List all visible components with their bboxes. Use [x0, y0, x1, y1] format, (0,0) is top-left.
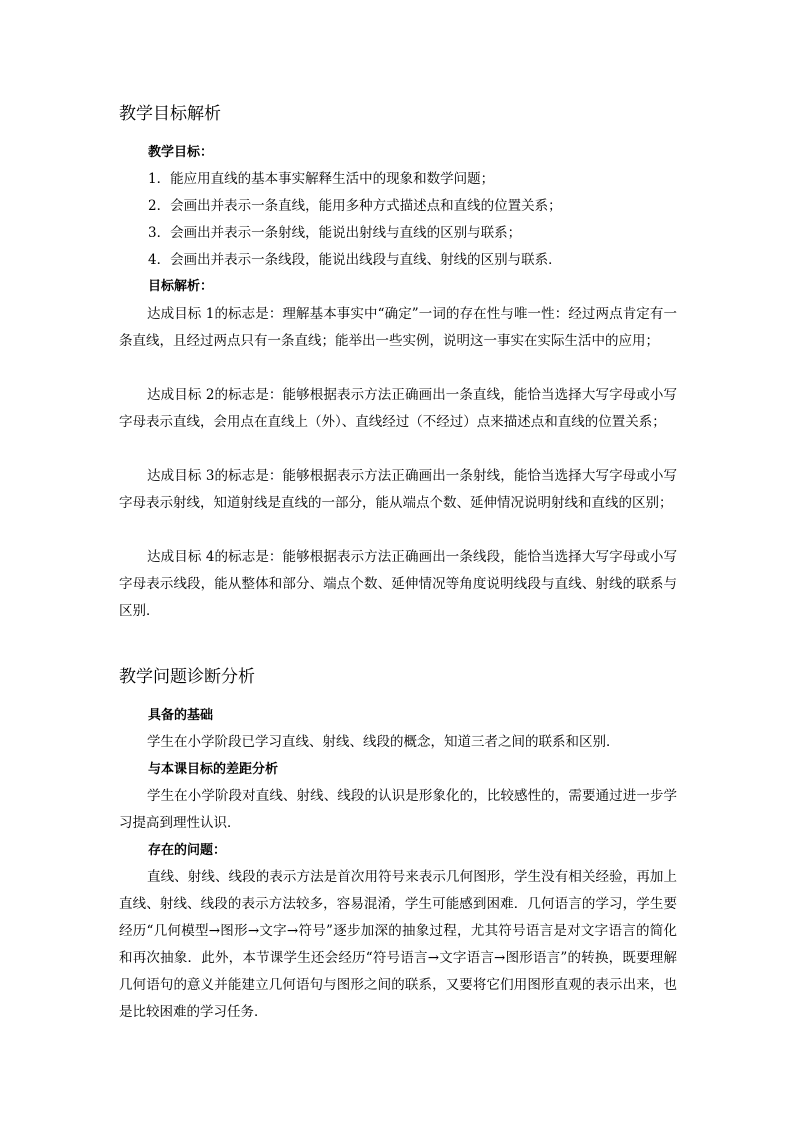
analysis-paragraph-3: 达成目标 3的标志是：能够根据表示方法正确画出一条射线，能恰当选择大写字母或小写字母表示射线，知道射线是直线的一部分，能从端点个数、延伸情况说明射线和直线的区别； — [119, 468, 677, 511]
basis-paragraph: 学生在小学阶段已学习直线、射线、线段的概念，知道三者之间的联系和区别． — [147, 734, 620, 750]
analysis-paragraph-2: 达成目标 2的标志是：能够根据表示方法正确画出一条直线，能恰当选择大写字母或小写字母表示直线，会用点在直线上（外）、直线经过（不经过）点来描述点和直线的位置关系； — [119, 387, 677, 430]
gap-label: 与本课目标的差距分析 — [148, 762, 279, 777]
goal-item-2: 2．会画出并表示一条直线，能用多种方式描述点和直线的位置关系； — [148, 198, 562, 214]
goal-item-1: 1．能应用直线的基本事实解释生活中的现象和数学问题； — [148, 171, 495, 187]
goals-label: 教学目标： — [148, 145, 214, 160]
problems-label: 存在的问题： — [148, 843, 227, 858]
goal-item-4: 4．会画出并表示一条线段，能说出线段与直线、射线的区别与联系． — [148, 252, 562, 268]
goal-item-3: 3．会画出并表示一条射线，能说出射线与直线的区别与联系； — [148, 225, 522, 241]
analysis-paragraph-1: 达成目标 1的标志是：理解基本事实中“确定”一词的存在性与唯一性：经过两点肯定有一条直线，且经过两点只有一条直线；能举出一些实例，说明这一事实在实际生活中的应用； — [119, 306, 677, 349]
analysis-paragraph-4: 达成目标 4的标志是：能够根据表示方法正确画出一条线段，能恰当选择大写字母或小写字母表示线段，能从整体和部分、端点个数、延伸情况等角度说明线段与直线、射线的联系与区别． — [119, 549, 677, 619]
problems-paragraph: 直线、射线、线段的表示方法是首次用符号来表示几何图形，学生没有相关经验，再加上直线、射线、线段的表示方法较多，容易混淆，学生可能感到困难．几何语言的学习，学生要经历“几何模型→图形→文字→符号”逐步加深的抽象过程，尤其符号语言是对文字语言的简化和再次抽象．此外，本节课学生还会经历“符号语言→文字语言→图形语言”的转换，既要理解几何语句的意义并能建立几何语句与图形之间的联系，又要将它们用图形直观的表示出来，也是比较困难的学习任务． — [119, 869, 677, 1020]
section-title-diagnosis: 教学问题诊断分析 — [119, 667, 255, 687]
gap-paragraph: 学生在小学阶段对直线、射线、线段的认识是形象化的，比较感性的，需要通过进一步学习提高到理性认识． — [119, 788, 677, 831]
basis-label: 具备的基础 — [148, 708, 214, 723]
section-title-goals: 教学目标解析 — [119, 104, 221, 124]
analysis-label: 目标解析： — [148, 279, 214, 294]
